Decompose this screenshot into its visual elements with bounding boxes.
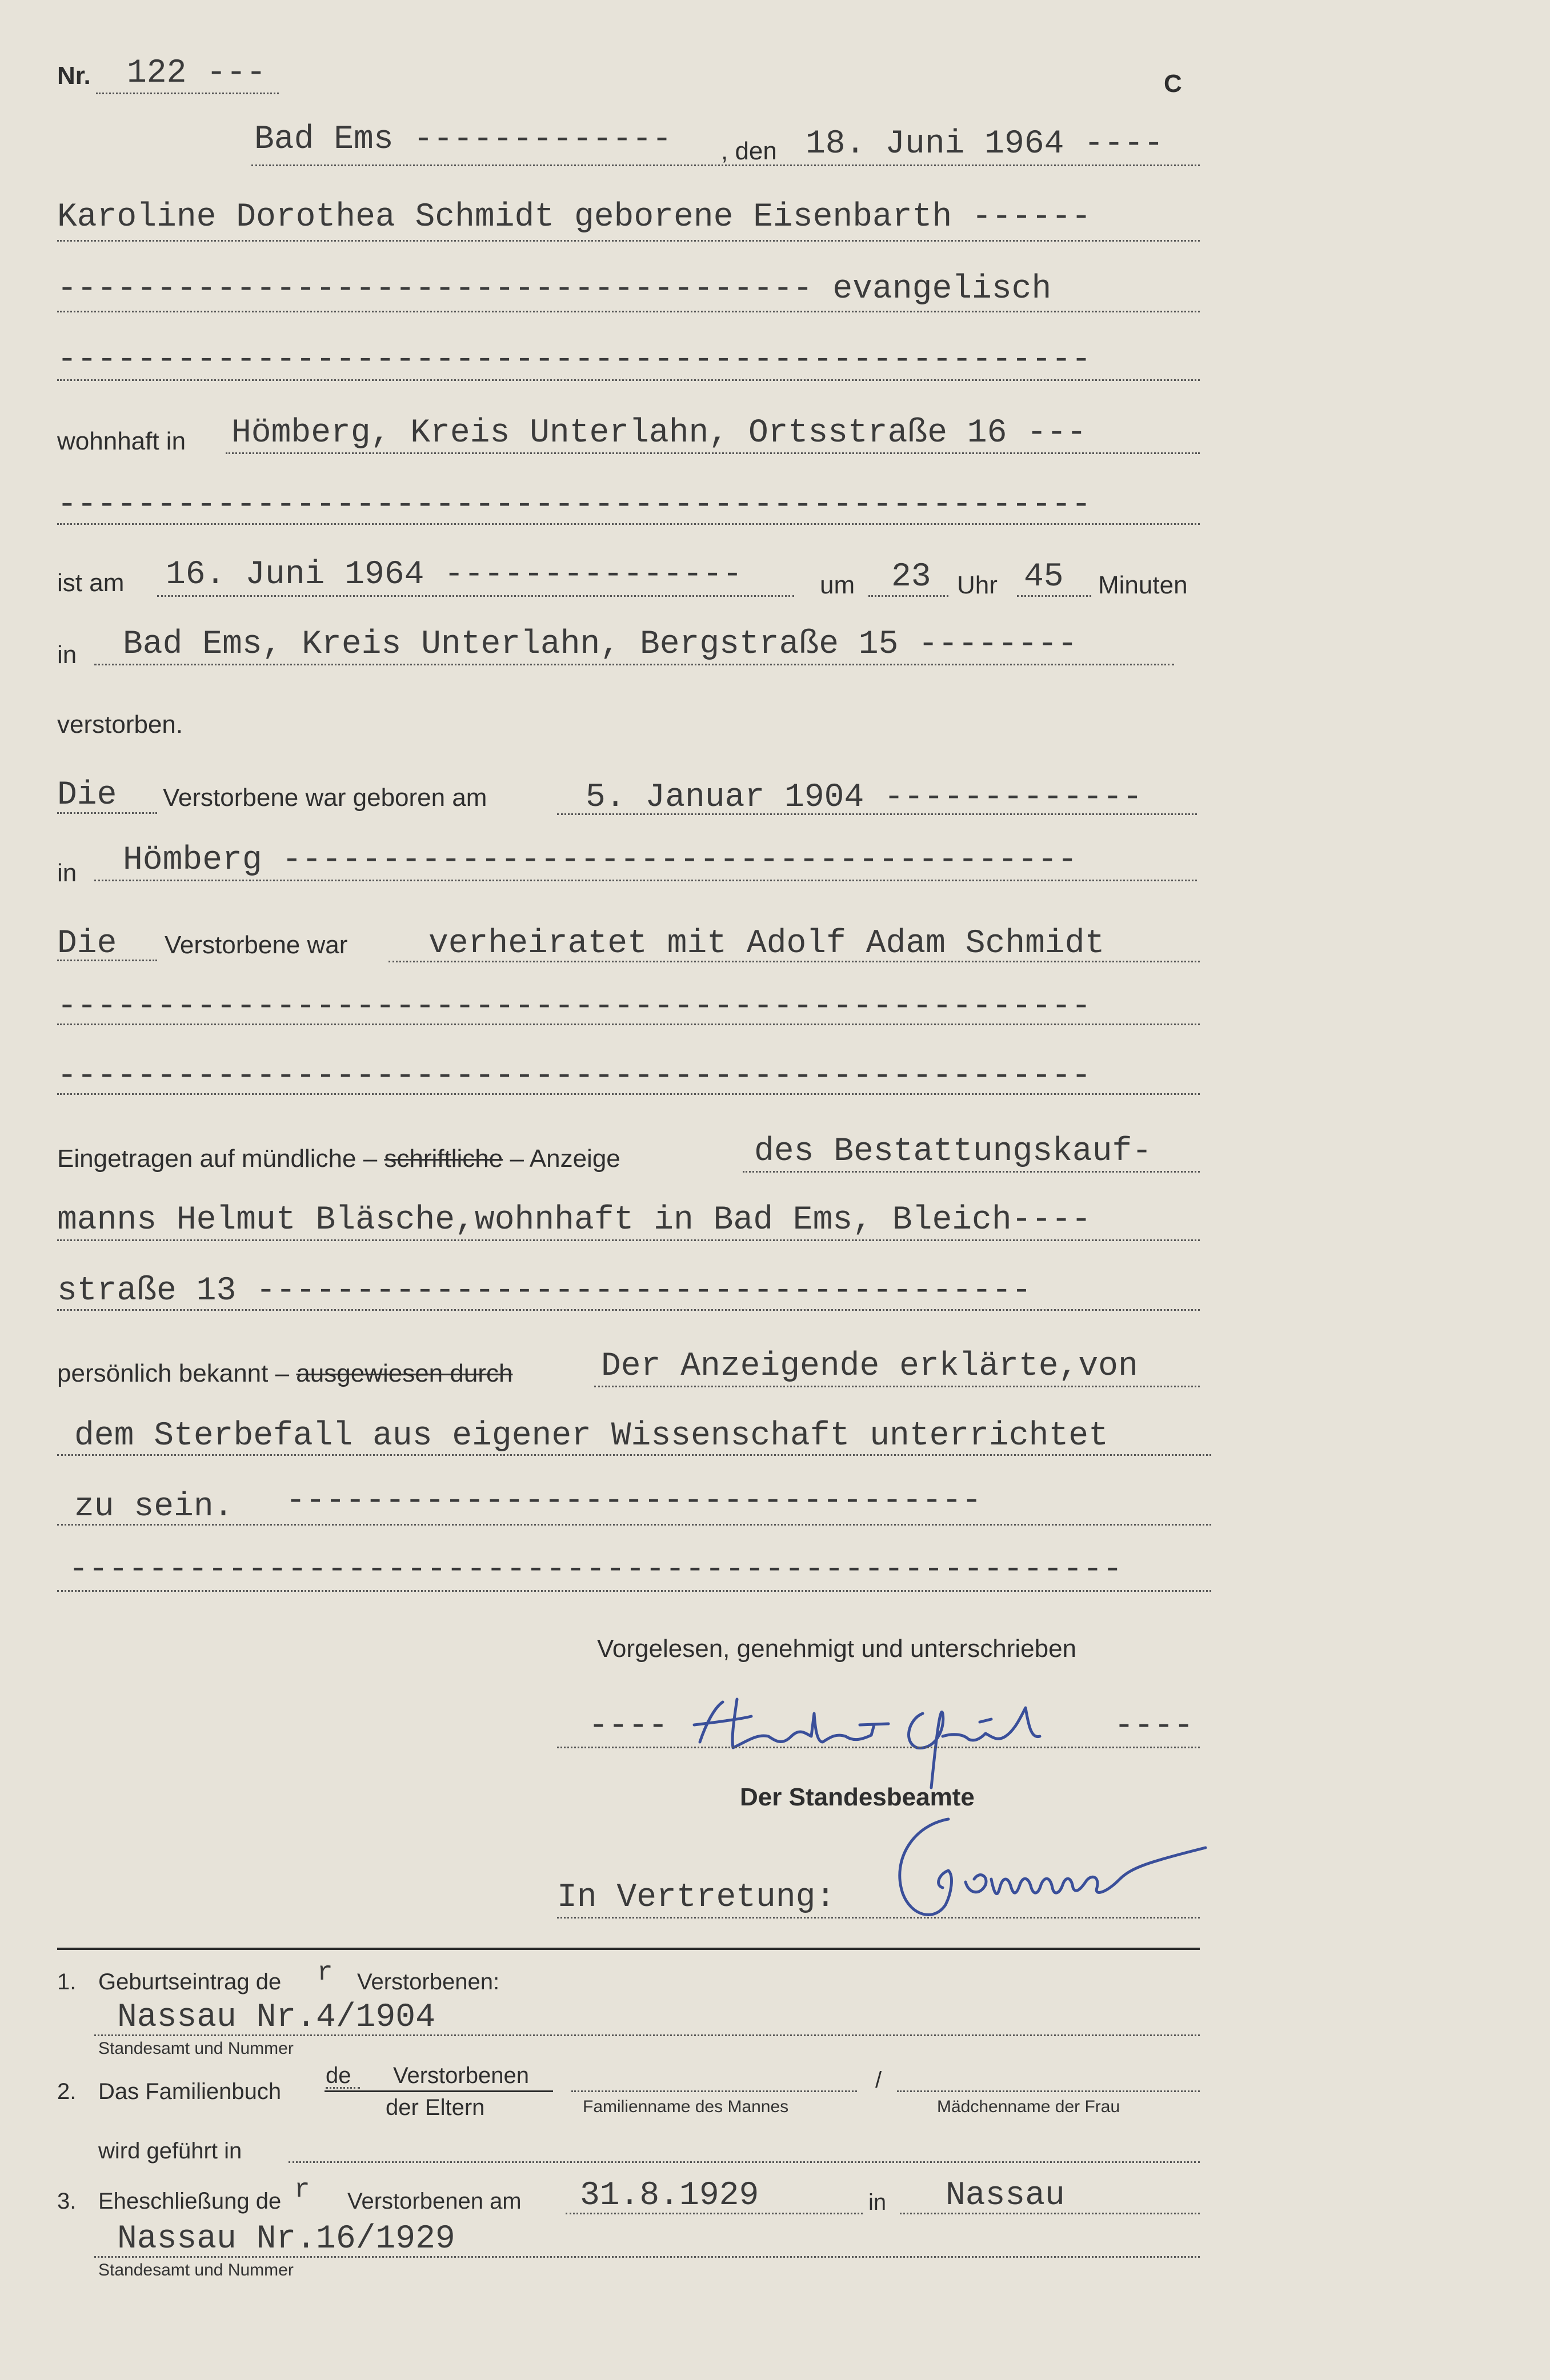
religion-line: -------------------------------------- evangelisch: [57, 271, 1052, 308]
identity-line-1-underline: [594, 1386, 1200, 1387]
identity-struck: ausgewiesen durch: [296, 1359, 513, 1387]
identity-line-4-underline: [57, 1590, 1211, 1592]
birth-in-label: in: [57, 859, 77, 887]
verstorben-label: verstorben.: [57, 711, 183, 739]
registration-label-start: Eingetragen auf mündliche –: [57, 1145, 378, 1173]
item2-number: 2.: [57, 2079, 77, 2104]
death-date: 16. Juni 1964 ---------------: [166, 556, 743, 593]
marital-die: Die: [57, 925, 117, 962]
item1-label: Geburtseintrag de: [98, 1969, 282, 1994]
register-number-line: [96, 93, 279, 94]
identity-line-4: -----------------------------------------------------: [69, 1551, 1123, 1588]
registration-dash: –: [510, 1145, 524, 1173]
item2-slash: /: [875, 2068, 882, 2093]
item3-place-line: [900, 2213, 1200, 2214]
item1-value: Nassau Nr.4/1904: [117, 1999, 435, 2036]
death-place: Bad Ems, Kreis Unterlahn, Bergstraße 15 --------: [123, 626, 1078, 663]
vorgelesen-text: Vorgelesen, genehmigt und unterschrieben: [597, 1635, 1077, 1663]
marital-label: Verstorbene war: [165, 931, 348, 959]
vertretung-line: [557, 1917, 1200, 1919]
death-hour-line: [868, 595, 948, 597]
register-number: 122 ---: [127, 55, 266, 92]
item2-frau-line: [897, 2090, 1200, 2092]
item2-de: de: [326, 2063, 351, 2088]
birth-place: Hömberg ----------------------------------------: [123, 842, 1078, 879]
vertretung-label: In Vertretung:: [557, 1879, 836, 1916]
marital-blank-1: ----------------------------------------------------: [57, 988, 1091, 1025]
item1-label-2: Verstorbenen:: [357, 1969, 500, 1994]
item2-eltern: der Eltern: [386, 2095, 485, 2120]
item3-date: 31.8.1929: [580, 2177, 759, 2214]
item2-label: Das Familienbuch: [98, 2079, 282, 2104]
registration-line-3-underline: [57, 1309, 1200, 1311]
registration-line-1-underline: [743, 1171, 1200, 1173]
registration-line-1: des Bestattungskauf-: [754, 1133, 1152, 1170]
item2-fraction-line: [325, 2090, 553, 2092]
birth-die-line: [57, 812, 157, 814]
place-date-line: [251, 164, 1200, 166]
marital-die-line: [57, 960, 157, 961]
birth-date-line: [557, 813, 1197, 815]
residence-line: [226, 452, 1200, 454]
item2-gefuehrt-label: wird geführt in: [98, 2138, 242, 2164]
item3-place: Nassau: [946, 2177, 1065, 2214]
official-signature: [880, 1808, 1223, 1928]
item2-de-line: [326, 2087, 360, 2089]
item3-date-line: [566, 2213, 863, 2214]
marital-blank-2-line: [57, 1093, 1200, 1095]
item1-superscript: r: [317, 1958, 333, 1988]
item2-mann-line: [571, 2090, 857, 2092]
item3-line: [94, 2256, 1200, 2258]
standesbeamte-label: Der Standesbeamte: [740, 1783, 975, 1811]
item1-number: 1.: [57, 1969, 77, 1994]
item2-verstorbenen: Verstorbenen: [393, 2063, 529, 2088]
footer-divider: [57, 1948, 1200, 1950]
death-place-line: [94, 664, 1174, 665]
religion-underline: [57, 311, 1200, 312]
death-minutes-line: [1017, 595, 1091, 597]
item3-in-label: in: [868, 2190, 887, 2215]
signature-dash-left: ----: [588, 1708, 668, 1745]
death-date-line: [157, 595, 794, 597]
marital-blank-1-line: [57, 1024, 1200, 1025]
item3-label: Eheschließung de: [98, 2189, 282, 2214]
signer-signature: [683, 1679, 1083, 1793]
identity-line-3: zu sein.: [74, 1488, 234, 1526]
registration-line-2-underline: [57, 1239, 1200, 1241]
marital-blank-2: ----------------------------------------------------: [57, 1058, 1091, 1095]
place-of-record: Bad Ems -------------: [254, 121, 672, 158]
identity-line-3-dashes: -----------------------------------: [286, 1483, 982, 1520]
birth-date: 5. Januar 1904 -------------: [586, 779, 1143, 816]
marital-status-line: [388, 961, 1200, 962]
identity-label-text: persönlich bekannt –: [57, 1359, 290, 1387]
item3-caption: Standesamt und Nummer: [98, 2261, 294, 2279]
blank-underline: [57, 379, 1200, 381]
item1-line: [94, 2034, 1200, 2036]
residence-blank-line: [57, 523, 1200, 525]
item3-value: Nassau Nr.16/1929: [117, 2221, 455, 2258]
name-line: [57, 240, 1200, 242]
uhr-label: Uhr: [957, 571, 998, 599]
identity-line-3-underline: [57, 1524, 1211, 1526]
register-letter: C: [1164, 70, 1182, 98]
ist-am-label: ist am: [57, 569, 125, 597]
item2-caption-frau: Mädchenname der Frau: [937, 2097, 1120, 2116]
blank-line: ----------------------------------------------------: [57, 342, 1091, 379]
item1-caption: Standesamt und Nummer: [98, 2039, 294, 2058]
identity-label: [57, 1359, 512, 1388]
residence-value: Hömberg, Kreis Unterlahn, Ortsstraße 16 ---: [231, 415, 1087, 452]
death-in-label: in: [57, 641, 77, 669]
registration-label-end: Anzeige: [529, 1145, 620, 1173]
identity-line-1: Der Anzeigende erklärte,von: [601, 1348, 1138, 1385]
registration-line-3: straße 13 ---------------------------------------: [57, 1273, 1032, 1310]
birth-label: Verstorbene war geboren am: [163, 784, 487, 812]
registration-struck: schriftliche: [384, 1145, 503, 1173]
signature-line: [557, 1747, 1200, 1748]
registration-label: [57, 1145, 620, 1173]
registration-line-2: manns Helmut Bläsche,wohnhaft in Bad Ems, Bleich----: [57, 1202, 1091, 1239]
nr-label: Nr.: [57, 62, 91, 90]
signature-dash-right: ----: [1114, 1708, 1194, 1745]
den-label: , den: [721, 137, 777, 165]
item2-gefuehrt-line: [289, 2161, 1200, 2163]
death-minutes: 45: [1024, 559, 1064, 596]
birth-place-line: [94, 880, 1197, 881]
residence-blank: ----------------------------------------------------: [57, 487, 1091, 524]
identity-line-2-underline: [57, 1454, 1211, 1456]
item3-superscript: r: [294, 2175, 310, 2205]
birth-die: Die: [57, 777, 117, 814]
record-date: 18. Juni 1964 ----: [806, 126, 1164, 163]
death-hour: 23: [891, 559, 931, 596]
um-label: um: [820, 571, 855, 599]
item3-number: 3.: [57, 2189, 77, 2214]
item3-label-2: Verstorbenen am: [347, 2189, 522, 2214]
item2-caption-mann: Familienname des Mannes: [583, 2097, 789, 2116]
marital-status: verheiratet mit Adolf Adam Schmidt: [428, 925, 1105, 962]
identity-line-2: dem Sterbefall aus eigener Wissenschaft unterrichtet: [74, 1418, 1108, 1455]
deceased-name: Karoline Dorothea Schmidt geborene Eisenbarth ------: [57, 199, 1091, 236]
residence-label: wohnhaft in: [57, 427, 186, 455]
minuten-label: Minuten: [1098, 571, 1188, 599]
